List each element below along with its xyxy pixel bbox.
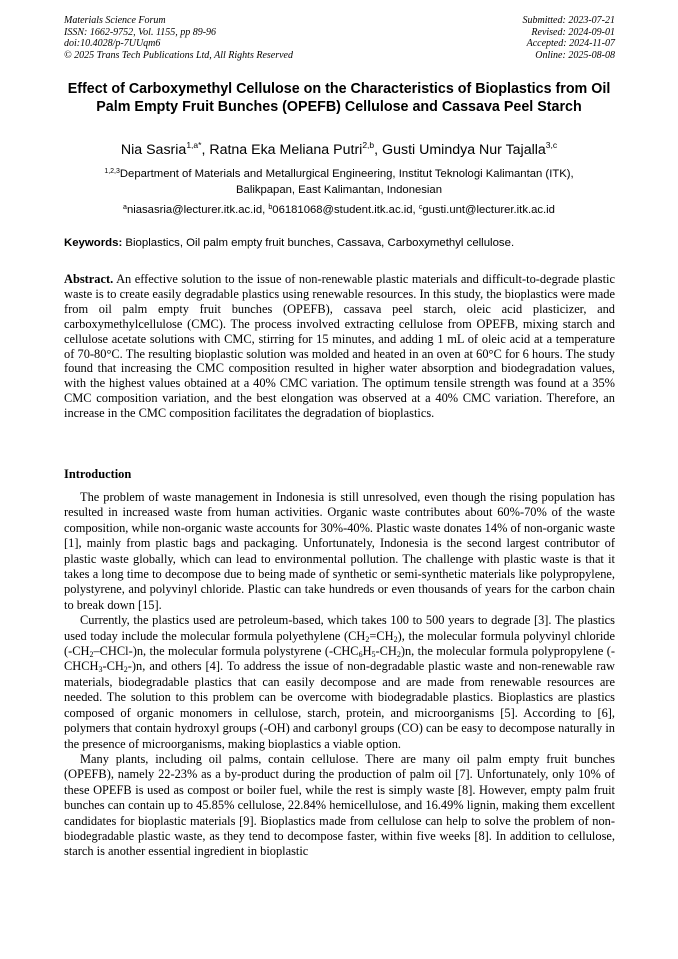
email-address[interactable]: gusti.unt@lecturer.itk.ac.id	[422, 204, 555, 216]
affiliation-line-1: Department of Materials and Metallurgical Engineering, Institut Teknologi Kalimantan (ITK),	[119, 168, 574, 180]
body-paragraph: Many plants, including oil palms, contain cellulose. There are many oil palm empty fruit bunches (OPEFB), namely 22-23% as a by-product during the production of palm oil [7]. Unfortunately, only 10% of these OPEFB is used as compost or boiler fuel, while the rest is simply waste [8]. However, empty palm fruit bunches can contain up to 45.85% cellulose, 22.84% hemicellulose, and 16.49% lignin, making them excellent candidates for bioplastic materials [9]. Bioplastics made from cellulose can help to solve the problem of non-biodegradable plastic waste, as they tend to decompose faster, within five weeks [8]. In addition to cellulose, starch is another essential ingredient in bioplastic	[64, 751, 615, 859]
body-paragraph: Currently, the plastics used are petroleum-based, which takes 100 to 500 years to degrade [3]. The plastics used today include the molecular formula polyethylene $(CH_2=CH_2)$, the molecular formula polyvinyl chloride $(-CH_2-CHCl-)n$, the molecular formula polystyrene $(-CHC_6H_5-CH_2)n$, the molecular formula polypropylene $(-CHCH_3-CH_2-)n$, and others [4]. To address the issue of non-degradable plastic waste and non-renewable raw materials, biodegradable plastics that can easily decompose and are made from renewable resources are needed. The solution to this problem can be overcome with biodegradable plastics. Bioplastics are plastics composed of organic monomers in cellulose, starch, protein, and microorganisms [5]. According to [6], polymers that contain hydroxyl groups (-OH) and carbonyl groups (CO) can be easy to decompose naturally in the presence of microorganisms, making bioplastics a viable option.	[64, 613, 615, 751]
keywords	[64, 236, 618, 251]
accepted-date: Accepted: 2024-11-07	[526, 38, 615, 50]
author-name: Gusti Umindya Nur Tajalla	[382, 142, 546, 158]
introduction-heading: Introduction	[64, 467, 132, 481]
paper-title: Effect of Carboxymethyl Cellulose on the Characteristics of Bioplastics from Oil Palm Empty Fruit Bunches (OPEFB) Cellulose and Cassava Peel Starch	[67, 81, 611, 116]
author-separator: ,	[374, 142, 383, 158]
author-emails	[62, 203, 616, 217]
email-marker: c	[418, 204, 423, 211]
journal-name: Materials Science Forum	[64, 15, 166, 26]
publication-dates	[523, 15, 616, 61]
author-list	[62, 140, 616, 160]
abstract	[64, 272, 615, 421]
author-affiliation-marker: 2,b	[362, 140, 375, 150]
author-separator: ,	[201, 142, 210, 158]
author-affiliation-marker: 1,a*	[186, 140, 202, 150]
online-date: Online: 2025-08-08	[535, 49, 615, 61]
keywords-text: Bioplastics, Oil palm empty fruit bunches, Cassava, Carboxymethyl cellulose.	[125, 237, 515, 249]
abstract-text: An effective solution to the issue of non-renewable plastic materials and difficult-to-degrade plastic waste is to create easily degradable plastics using renewable resources. In this study, the bioplastics were made from oil palm empty fruit bunches (OPEFB), cassava peel starch, oleic acid plasticizer, and carboxymethylcellulose (CMC). The process involved extracting cellulose from OPEFB, mixing starch and cellulose acetate solutions with CMC, stirring for 15 minutes, and adding 1 mL of oleic acid at a temperature of 70-80°C. The resulting bioplastic solution was molded and heated in an oven at 60°C for 6 hours. The study found that increasing the CMC composition resulted in higher water absorption and biodegradation values, with the highest values obtained at a 40% CMC variation. The optimum tensile strength was found at a 35% CMC composition variation, and the best elongation was observed at a 40% CMC variation. Therefore, an increase in the CMC composition facilitates the degradation of bioplastics.	[64, 272, 615, 421]
email-marker: b	[268, 204, 273, 211]
affiliation-line-2: Balikpapan, East Kalimantan, Indonesian	[236, 184, 442, 197]
revised-date: Revised: 2024-09-01	[531, 26, 615, 38]
affiliation-marker: 1,2,3	[104, 168, 120, 175]
copyright-notice: © 2025 Trans Tech Publications Ltd, All Rights Reserved	[64, 49, 293, 61]
email-address[interactable]: 06181068@student.itk.ac.id	[272, 204, 413, 216]
affiliation	[62, 166, 616, 199]
journal-info	[64, 15, 293, 61]
author-name: Nia Sasria	[120, 142, 187, 158]
doi[interactable]: doi:10.4028/p-7UUqm6	[64, 38, 161, 50]
author-name: Ratna Eka Meliana Putri	[209, 142, 363, 158]
author-affiliation-marker: 3,c	[545, 140, 558, 150]
email-separator: ,	[262, 204, 269, 216]
email-marker: a	[123, 204, 127, 211]
body-paragraph: The problem of waste management in Indonesia is still unresolved, even though the rising population has resulted in increased waste from human activities. Organic waste contributes about 60%-70% of the waste composition, while non-organic waste accounts for 30%-40%. Plastic waste donates 14% of non-organic waste [1], mainly from plastic bags and packaging. Unfortunately, Indonesia is the second largest contributor of plastic waste globally, which can lead to environmental pollution. The challenge with plastic waste is that it takes a long time to decompose due to being made of synthetic or semi-synthetic materials like polypropylene, polystyrene, and polyvinyl chloride. Plastic can take hundreds or even thousands of years for the carbon chain to break down [15].	[64, 490, 615, 612]
abstract-label: Abstract.	[64, 272, 114, 286]
keywords-label: Keywords:	[64, 237, 123, 249]
issn-volume: ISSN: 1662-9752, Vol. 1155, pp 89-96	[64, 26, 217, 38]
email-address[interactable]: niasasria@lecturer.itk.ac.id	[126, 204, 263, 216]
introduction-body	[64, 490, 615, 860]
email-separator: ,	[412, 204, 419, 216]
submitted-date: Submitted: 2023-07-21	[522, 15, 615, 26]
